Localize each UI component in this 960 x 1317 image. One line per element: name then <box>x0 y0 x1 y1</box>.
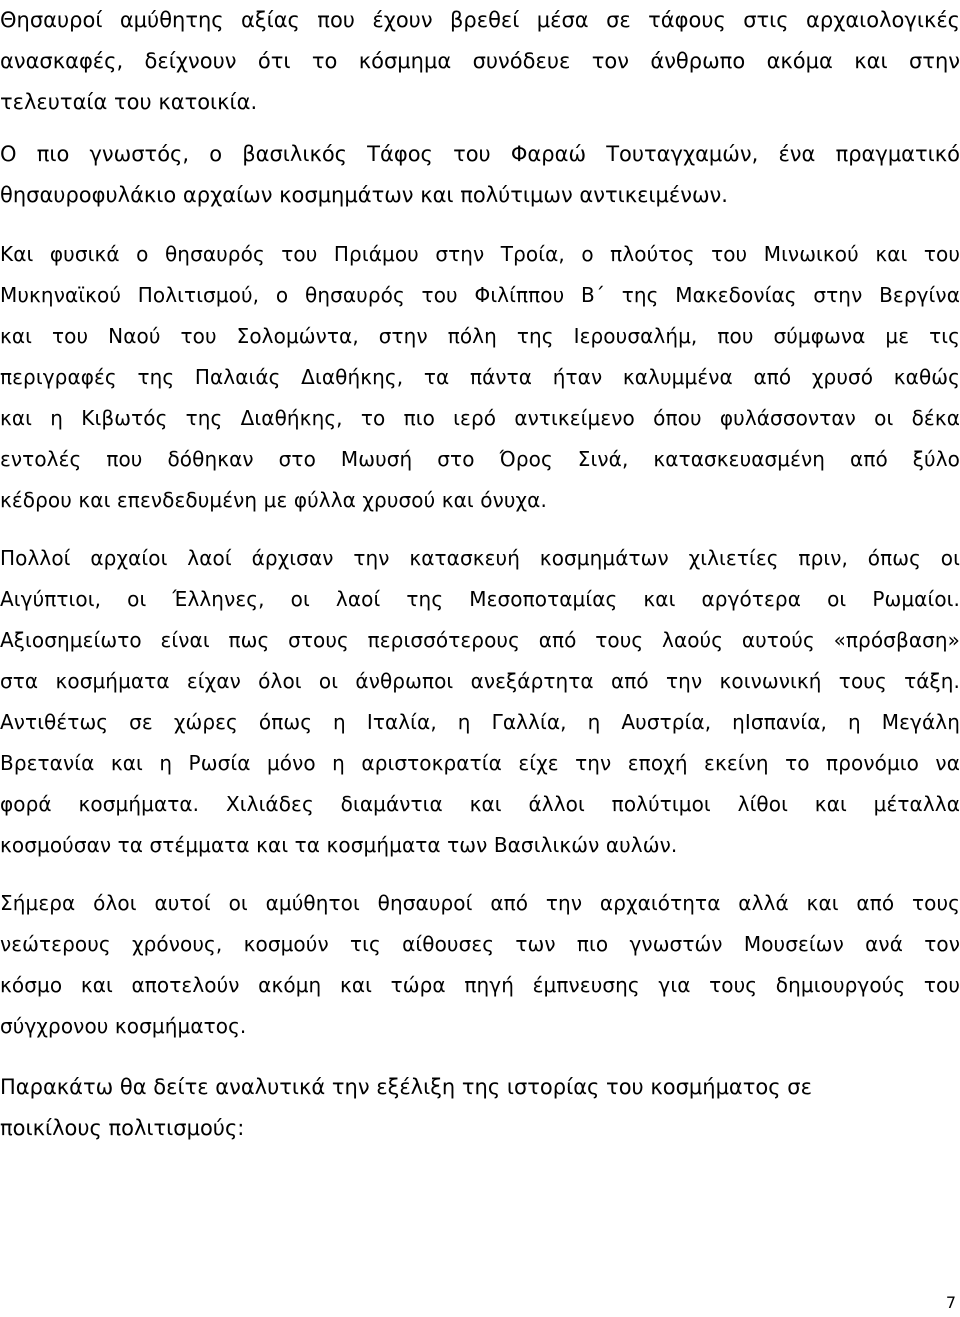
text-line: εντολές που δόθηκαν στο Μωυσή στο Όρος Σινά, κατασκευασμένη από ξύλο <box>0 447 960 471</box>
paragraph-ancient-peoples <box>0 538 960 866</box>
text-line: Και φυσικά ο θησαυρός του Πριάμου στην Τροία, ο πλούτος του Μινωικού και του <box>0 242 960 266</box>
text-line: νεώτερους χρόνους, κοσμούν τις αίθουσες των πιο γνωστών Μουσείων ανά τον <box>0 932 960 956</box>
text-line: σύγχρονου κοσμήματος. <box>0 1014 247 1038</box>
text-line: Μυκηναϊκού Πολιτισμού, ο θησαυρός του Φιλίππου Β΄ της Μακεδονίας στην Βεργίνα <box>0 283 960 307</box>
paragraph-intro-next <box>0 1067 960 1149</box>
text-line: τελευταία του κατοικία. <box>0 90 258 114</box>
paragraph-burial-treasures <box>0 0 960 123</box>
text-line: Αντιθέτως σε χώρες όπως η Ιταλία, η Γαλλία, η Αυστρία, ηΙσπανία, η Μεγάλη <box>0 710 960 734</box>
paragraph-tutankhamun <box>0 134 960 216</box>
text-line: ποικίλους πολιτισμούς: <box>0 1116 245 1140</box>
text-line: και η Κιβωτός της Διαθήκης, το πιο ιερό αντικείμενο όπου φυλάσσονταν οι δέκα <box>0 406 960 430</box>
text-line: Θησαυροί αμύθητης αξίας που έχουν βρεθεί μέσα σε τάφους στις αρχαιολογικές <box>0 8 960 32</box>
text-line: και του Ναού του Σολομώντα, στην πόλη της Ιερουσαλήμ, που σύμφωνα με τις <box>0 324 960 348</box>
page-number: 7 <box>945 1293 956 1312</box>
text-line: στα κοσμήματα είχαν όλοι οι άνθρωποι ανεξάρτητα από την κοινωνική τους τάξη. <box>0 669 960 693</box>
text-line: Βρετανία και η Ρωσία μόνο η αριστοκρατία είχε την εποχή εκείνη το προνόμιο να <box>0 751 960 775</box>
paragraph-famous-treasures <box>0 234 960 521</box>
text-line: Αιγύπτιοι, οι Έλληνες, οι λαοί της Μεσοποταμίας και αργότερα οι Ρωμαίοι. <box>0 587 960 611</box>
text-line: φορά κοσμήματα. Χιλιάδες διαμάντια και άλλοι πολύτιμοι λίθοι και μέταλλα <box>0 792 960 816</box>
text-line: κόσμο και αποτελούν ακόμη και τώρα πηγή έμπνευσης για τους δημιουργούς του <box>0 973 960 997</box>
text-line: Πολλοί αρχαίοι λαοί άρχισαν την κατασκευή κοσμημάτων χιλιετίες πριν, όπως οι <box>0 546 960 570</box>
text-line: κοσμούσαν τα στέμματα και τα κοσμήματα των Βασιλικών αυλών. <box>0 833 678 857</box>
text-line: ανασκαφές, δείχνουν ότι το κόσμημα συνόδευε τον άνθρωπο ακόμα και στην <box>0 49 960 73</box>
paragraph-museums-today <box>0 883 960 1047</box>
text-line: Σήμερα όλοι αυτοί οι αμύθητοι θησαυροί από την αρχαιότητα αλλά και από τους <box>0 891 960 915</box>
text-line: κέδρου και επενδεδυμένη με φύλλα χρυσού και όνυχα. <box>0 488 547 512</box>
text-line: Παρακάτω θα δείτε αναλυτικά την εξέλιξη της ιστορίας του κοσμήματος σε <box>0 1075 812 1099</box>
text-line: θησαυροφυλάκιο αρχαίων κοσμημάτων και πολύτιμων αντικειμένων. <box>0 183 728 207</box>
text-line: περιγραφές της Παλαιάς Διαθήκης, τα πάντα ήταν καλυμμένα από χρυσό καθώς <box>0 365 960 389</box>
text-line: Ο πιο γνωστός, ο βασιλικός Τάφος του Φαραώ Τουταγχαμών, ένα πραγματικό <box>0 142 960 166</box>
text-line: Αξιοσημείωτο είναι πως στους περισσότερους από τους λαούς αυτούς «πρόσβαση» <box>0 628 960 652</box>
